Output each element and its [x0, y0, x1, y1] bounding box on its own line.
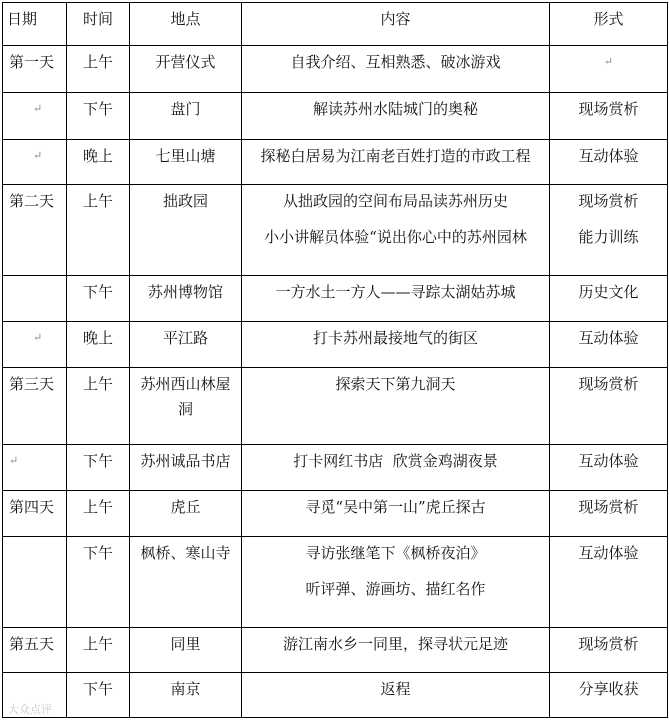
- time-cell: 上午: [67, 368, 130, 445]
- place-cell: 七里山塘: [130, 140, 242, 185]
- place-cell: 开营仪式: [130, 46, 242, 93]
- content-cell: [242, 185, 550, 276]
- table-row: [3, 185, 668, 276]
- place-cell: 平江路: [130, 322, 242, 368]
- form-cell: [550, 185, 668, 276]
- content-cell: [242, 537, 550, 628]
- header-date: 日期: [3, 3, 67, 46]
- time-cell: 上午: [67, 185, 130, 276]
- day-cell: 第三天: [3, 368, 67, 445]
- day-cell: ↵: [3, 93, 67, 140]
- time-cell: 下午: [67, 537, 130, 628]
- table-row: [3, 445, 668, 491]
- time-cell: 晚上: [67, 140, 130, 185]
- place-cell: 南京: [130, 673, 242, 718]
- time-cell: 下午: [67, 276, 130, 322]
- day-cell: 第五天: [3, 628, 67, 673]
- day-cell: 第四天: [3, 491, 67, 537]
- content-line: 听评弹、游画坊、描红名作: [305, 580, 486, 598]
- content-cell: 解读苏州水陆城门的奥秘: [242, 93, 550, 140]
- table-row: [3, 673, 668, 718]
- content-line: 从拙政园的空间布局品读苏州历史: [282, 192, 508, 210]
- place-cell: 苏州诚品书店: [130, 445, 242, 491]
- form-cell: 互动体验: [550, 140, 668, 185]
- form-line: 现场赏析: [578, 192, 639, 210]
- time-cell: 下午: [67, 673, 130, 718]
- time-cell: 下午: [67, 445, 130, 491]
- day-cell: ↵: [3, 140, 67, 185]
- form-cell: ↵: [550, 46, 668, 93]
- table-row: [3, 368, 668, 445]
- content-cell: 打卡网红书店 欣赏金鸡湖夜景: [242, 445, 550, 491]
- place-cell: 苏州西山林屋洞: [130, 368, 242, 445]
- content-cell: 一方水土一方人——寻踪太湖姑苏城: [242, 276, 550, 322]
- time-cell: 晚上: [67, 322, 130, 368]
- table-row: [3, 537, 668, 628]
- form-cell: 现场赏析: [550, 93, 668, 140]
- table-row: [3, 140, 668, 185]
- itinerary-table: [2, 2, 668, 718]
- place-cell: 虎丘: [130, 491, 242, 537]
- time-cell: 上午: [67, 491, 130, 537]
- day-cell: [3, 537, 67, 628]
- content-cell: 探索天下第九洞天: [242, 368, 550, 445]
- table-row: [3, 93, 668, 140]
- form-cell: 互动体验: [550, 322, 668, 368]
- form-cell: 互动体验: [550, 445, 668, 491]
- place-cell: 苏州博物馆: [130, 276, 242, 322]
- place-cell: 拙政园: [130, 185, 242, 276]
- table-row: [3, 628, 668, 673]
- form-cell: 现场赏析: [550, 368, 668, 445]
- form-cell: 分享收获: [550, 673, 668, 718]
- form-cell: 互动体验: [550, 537, 668, 628]
- header-place: 地点: [130, 3, 242, 46]
- place-cell: 同里: [130, 628, 242, 673]
- table-row: [3, 276, 668, 322]
- day-cell: [3, 276, 67, 322]
- time-cell: 下午: [67, 93, 130, 140]
- table-row: [3, 46, 668, 93]
- content-cell: 探秘白居易为江南老百姓打造的市政工程: [242, 140, 550, 185]
- watermark-text: 大众点评: [8, 703, 52, 716]
- day-cell: 第二天: [3, 185, 67, 276]
- form-cell: 现场赏析: [550, 491, 668, 537]
- time-cell: 上午: [67, 628, 130, 673]
- day-cell: 第一天: [3, 46, 67, 93]
- content-cell: 自我介绍、互相熟悉、破冰游戏: [242, 46, 550, 93]
- form-cell: 历史文化: [550, 276, 668, 322]
- day-cell: ↵: [3, 322, 67, 368]
- content-cell: 返程: [242, 673, 550, 718]
- place-cell: 枫桥、寒山寺: [130, 537, 242, 628]
- header-content: 内容: [242, 3, 550, 46]
- header-row: [3, 3, 668, 46]
- table-row: [3, 491, 668, 537]
- time-cell: 上午: [67, 46, 130, 93]
- content-cell: 寻觅“吴中第一山”虎丘探古: [242, 491, 550, 537]
- content-line: 小小讲解员体验“说出你心中的苏州园林: [264, 228, 527, 246]
- place-cell: 盘门: [130, 93, 242, 140]
- day-cell: ↵: [3, 445, 67, 491]
- header-form: 形式: [550, 3, 668, 46]
- table-row: [3, 322, 668, 368]
- header-time: 时间: [67, 3, 130, 46]
- content-cell: 打卡苏州最接地气的街区: [242, 322, 550, 368]
- form-line: 能力训练: [578, 228, 639, 246]
- content-cell: 游江南水乡一同里，探寻状元足迹: [242, 628, 550, 673]
- form-cell: 现场赏析: [550, 628, 668, 673]
- content-line: 寻访张继笔下《枫桥夜泊》: [305, 544, 486, 562]
